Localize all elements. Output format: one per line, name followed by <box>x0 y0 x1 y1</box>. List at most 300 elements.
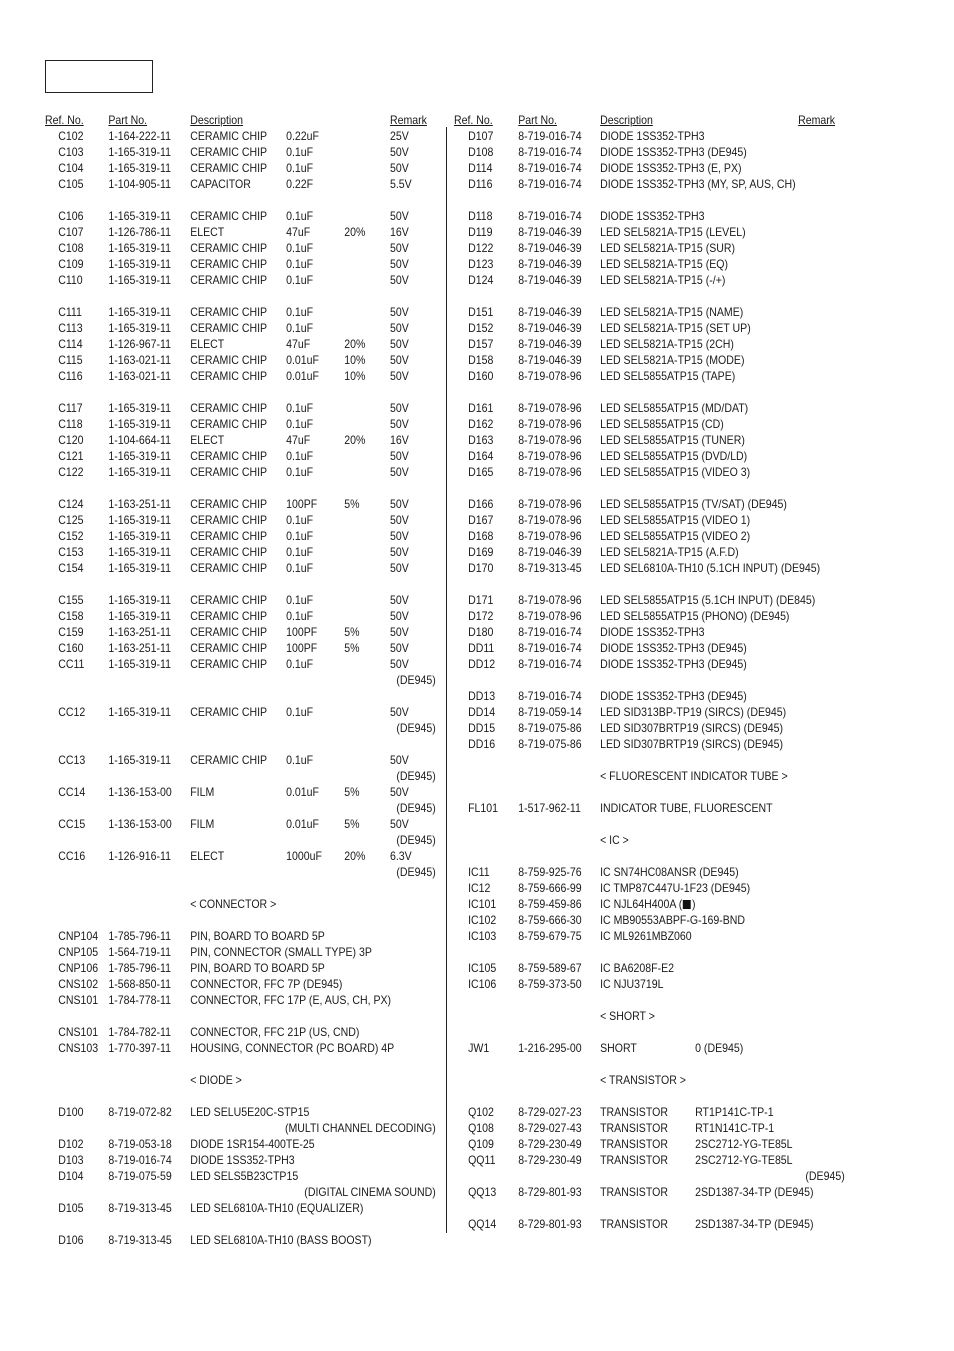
description <box>600 144 747 160</box>
continuation-row <box>45 1184 436 1200</box>
description <box>600 976 663 992</box>
part-no: 8-759-459-86 <box>518 897 582 911</box>
description <box>600 896 695 912</box>
ref-no-header: Ref. No. <box>45 113 84 127</box>
part-no: 8-719-016-74 <box>518 641 582 655</box>
continuation-row <box>45 672 436 688</box>
tolerance: 20% <box>344 225 366 239</box>
description-text: CONNECTOR, FFC 7P (DE945) <box>190 977 343 991</box>
description <box>190 128 267 144</box>
blank-row <box>454 1024 806 1040</box>
ref-no: DD12 <box>468 657 496 671</box>
description <box>600 320 751 336</box>
part-no: 1-165-319-11 <box>108 273 171 287</box>
blank-row <box>454 1056 806 1072</box>
description-text: ELECT <box>190 849 225 863</box>
continuation-row <box>45 864 436 880</box>
section-heading: < FLUORESCENT INDICATOR TUBE > <box>600 769 788 783</box>
value: 0.1uF <box>286 241 314 255</box>
value: 0.1uF <box>286 417 314 431</box>
continuation-row <box>454 1168 845 1184</box>
part-no: 1-165-319-11 <box>108 561 171 575</box>
ref-no: D169 <box>468 545 494 559</box>
value: 0.1uF <box>286 257 314 271</box>
part-no: 8-719-075-59 <box>108 1169 172 1183</box>
ref-no: CC13 <box>58 753 86 767</box>
description-text: DIODE 1SR154-400TE-25 <box>190 1137 315 1151</box>
parts-row <box>45 624 409 640</box>
description <box>600 416 724 432</box>
description-text: CERAMIC CHIP <box>190 609 268 623</box>
remark: 50V <box>389 609 409 623</box>
description <box>190 400 267 416</box>
blank-row <box>454 992 806 1008</box>
part-no: 8-719-016-74 <box>518 657 582 671</box>
ref-no: C155 <box>58 593 84 607</box>
description <box>600 528 750 544</box>
value: 0.1uF <box>286 321 314 335</box>
description-text: LED SELU5E20C-STP15 <box>190 1105 310 1119</box>
description-text: LED SID307BRTP19 (SIRCS) (DE945) <box>600 721 783 735</box>
part-no-header: Part No. <box>518 113 557 127</box>
remark: 50V <box>389 657 409 671</box>
parts-row <box>45 1232 397 1248</box>
value: 0.1uF <box>286 449 314 463</box>
parts-row <box>454 416 806 432</box>
blank-row <box>45 288 397 304</box>
ref-no: C104 <box>58 161 84 175</box>
parts-row <box>454 640 806 656</box>
continuation-remark: (DE945) <box>396 801 436 815</box>
parts-row <box>45 528 409 544</box>
part-no: 1-165-319-11 <box>108 241 171 255</box>
description <box>190 432 224 448</box>
description <box>190 784 214 800</box>
part-no: 1-165-319-11 <box>108 145 171 159</box>
value: 2SD1387-34-TP (DE945) <box>695 1217 814 1231</box>
ref-no: C158 <box>58 609 84 623</box>
value: 0.01uF <box>286 353 319 367</box>
description <box>190 608 267 624</box>
remark: 50V <box>389 145 409 159</box>
ref-no: CNP105 <box>58 945 99 959</box>
parts-row <box>454 160 806 176</box>
description-text: TRANSISTOR <box>600 1105 668 1119</box>
value: 0.01uF <box>286 785 319 799</box>
part-no: 1-216-295-00 <box>518 1041 582 1055</box>
part-no: 1-165-319-11 <box>108 609 171 623</box>
ref-no: CC14 <box>58 785 86 799</box>
ref-no: C107 <box>58 225 84 239</box>
section-heading-row <box>454 1072 806 1088</box>
ref-no: D107 <box>468 129 494 143</box>
description-text: LED SEL5855ATP15 (CD) <box>600 417 724 431</box>
description-text: CERAMIC CHIP <box>190 465 268 479</box>
ref-no: D164 <box>468 449 494 463</box>
part-no: 1-165-319-11 <box>108 545 171 559</box>
description-text: DIODE 1SS352-TPH3 (DE945) <box>600 641 747 655</box>
ref-no: C115 <box>58 353 83 367</box>
ref-no: C105 <box>58 177 84 191</box>
description-text: CERAMIC CHIP <box>190 145 268 159</box>
description-text: HOUSING, CONNECTOR (PC BOARD) 4P <box>190 1041 395 1055</box>
description <box>190 1200 363 1216</box>
value: 0.1uF <box>286 401 314 415</box>
blank-row <box>45 912 397 928</box>
remark: 50V <box>389 321 409 335</box>
description <box>190 944 372 960</box>
description <box>600 336 734 352</box>
value: 0 (DE945) <box>695 1041 744 1055</box>
tolerance: 5% <box>344 625 360 639</box>
description-text: DIODE 1SS352-TPH3 (DE945) <box>600 657 747 671</box>
part-no: 8-729-027-23 <box>518 1105 582 1119</box>
parts-row <box>45 944 397 960</box>
value: 100PF <box>286 641 318 655</box>
description-text: IC TMP87C447U-1F23 (DE945) <box>600 881 751 895</box>
parts-row <box>454 1040 806 1056</box>
description-text: TRANSISTOR <box>600 1121 668 1135</box>
description-text: INDICATOR TUBE, FLUORESCENT <box>600 801 773 815</box>
description <box>190 640 267 656</box>
value: 0.1uF <box>286 545 314 559</box>
part-no: 1-136-153-00 <box>108 785 172 799</box>
description <box>190 1104 309 1120</box>
ref-no: C106 <box>58 209 84 223</box>
description-text: LED SID307BRTP19 (SIRCS) (DE945) <box>600 737 783 751</box>
section-heading: < DIODE > <box>190 1073 242 1087</box>
remark: 50V <box>389 161 409 175</box>
description <box>190 1024 359 1040</box>
description <box>190 240 267 256</box>
continuation-remark: (DE945) <box>396 865 436 879</box>
description-text: LED SEL5821A-TP15 (A.F.D) <box>600 545 739 559</box>
blank-row <box>454 192 806 208</box>
description-text: CERAMIC CHIP <box>190 129 268 143</box>
ref-no: D166 <box>468 497 494 511</box>
value: 0.22uF <box>286 129 319 143</box>
remark: 50V <box>389 641 409 655</box>
description-text: TRANSISTOR <box>600 1217 668 1231</box>
description-text: LED SEL5855ATP15 (TV/SAT) (DE945) <box>600 497 787 511</box>
ref-no: D119 <box>468 225 493 239</box>
description-text: LED SEL5855ATP15 (VIDEO 1) <box>600 513 751 527</box>
description <box>190 256 267 272</box>
description <box>190 1168 298 1184</box>
ref-no: D172 <box>468 609 494 623</box>
remark: 50V <box>389 545 409 559</box>
parts-row <box>45 224 409 240</box>
ref-no: DD14 <box>468 705 496 719</box>
parts-row <box>45 144 409 160</box>
description <box>190 1152 294 1168</box>
part-no: 8-719-075-86 <box>518 737 582 751</box>
ref-no: C122 <box>58 465 84 479</box>
ref-no: D102 <box>58 1137 84 1151</box>
description-text: CERAMIC CHIP <box>190 545 268 559</box>
part-no: 1-104-905-11 <box>108 177 171 191</box>
part-no: 8-719-046-39 <box>518 273 582 287</box>
parts-row <box>45 960 397 976</box>
part-no: 8-719-078-96 <box>518 401 582 415</box>
description-text: DIODE 1SS352-TPH3 <box>190 1153 295 1167</box>
description-text: LED SEL5855ATP15 (VIDEO 2) <box>600 529 751 543</box>
part-no: 8-719-078-96 <box>518 609 582 623</box>
description-text: CERAMIC CHIP <box>190 753 268 767</box>
parts-row <box>454 624 806 640</box>
blank-row <box>454 944 806 960</box>
part-no: 8-719-046-39 <box>518 257 582 271</box>
value: 0.1uF <box>286 513 314 527</box>
description-text: FILM <box>190 785 215 799</box>
value: RT1P141C-TP-1 <box>695 1105 774 1119</box>
part-no: 8-719-046-39 <box>518 545 582 559</box>
parts-row <box>454 1136 806 1152</box>
part-no: 8-719-313-45 <box>518 561 582 575</box>
ref-no: IC103 <box>468 929 497 943</box>
description-text: LED SEL5855ATP15 (TUNER) <box>600 433 745 447</box>
parts-row <box>45 608 409 624</box>
right-parts-list <box>454 128 854 1232</box>
part-no: 1-784-778-11 <box>108 993 171 1007</box>
value: 0.1uF <box>286 705 314 719</box>
part-no: 8-729-027-43 <box>518 1121 582 1135</box>
ref-no: D106 <box>58 1233 84 1247</box>
description-text: LED SEL5855ATP15 (DVD/LD) <box>600 449 748 463</box>
description-text: CERAMIC CHIP <box>190 353 268 367</box>
value: 0.01uF <box>286 817 319 831</box>
part-no: 8-719-046-39 <box>518 305 582 319</box>
part-no: 1-165-319-11 <box>108 209 171 223</box>
description-text: CERAMIC CHIP <box>190 625 268 639</box>
part-no: 8-759-666-99 <box>518 881 582 895</box>
parts-row <box>454 688 806 704</box>
ref-no: C120 <box>58 433 84 447</box>
parts-row <box>454 448 806 464</box>
description <box>600 1184 668 1200</box>
parts-row <box>45 1168 397 1184</box>
parts-row <box>454 608 806 624</box>
parts-row <box>454 864 806 880</box>
parts-row <box>454 928 806 944</box>
remark: 50V <box>389 705 409 719</box>
parts-row <box>454 368 806 384</box>
ref-no: C114 <box>58 337 83 351</box>
ref-no: C118 <box>58 417 83 431</box>
part-no: 8-719-078-96 <box>518 449 582 463</box>
description-text: LED SEL5821A-TP15 (NAME) <box>600 305 744 319</box>
description <box>600 1136 668 1152</box>
remark: 5.5V <box>389 177 412 191</box>
parts-row <box>454 800 806 816</box>
description <box>190 224 224 240</box>
ref-no: D114 <box>468 161 493 175</box>
ref-no: C116 <box>58 369 83 383</box>
blank-row <box>45 880 397 896</box>
parts-row <box>45 368 409 384</box>
blank-row <box>45 192 397 208</box>
part-no: 8-719-313-45 <box>108 1201 172 1215</box>
description <box>600 960 674 976</box>
section-heading-row <box>45 1072 397 1088</box>
continuation-remark: (DE945) <box>396 673 436 687</box>
description <box>190 992 391 1008</box>
description-text: LED SELS5B23CTP15 <box>190 1169 299 1183</box>
description-text: ELECT <box>190 225 225 239</box>
description <box>190 320 267 336</box>
part-no: 8-719-016-74 <box>108 1153 172 1167</box>
remark: 50V <box>389 369 409 383</box>
ref-no: D122 <box>468 241 494 255</box>
parts-row <box>454 256 806 272</box>
description-text: IC NJU3719L <box>600 977 664 991</box>
description <box>190 656 267 672</box>
parts-row <box>454 352 806 368</box>
description <box>190 928 325 944</box>
description-text: CERAMIC CHIP <box>190 705 268 719</box>
parts-row <box>45 1024 397 1040</box>
description <box>600 176 796 192</box>
description-text: LED SEL5821A-TP15 (EQ) <box>600 257 729 271</box>
part-no: 8-759-679-75 <box>518 929 582 943</box>
value: 0.1uF <box>286 273 314 287</box>
description-text: CERAMIC CHIP <box>190 449 268 463</box>
tolerance: 10% <box>344 369 366 383</box>
description-text: CERAMIC CHIP <box>190 161 268 175</box>
part-no: 8-719-016-74 <box>518 145 582 159</box>
description <box>600 592 815 608</box>
part-no: 1-163-021-11 <box>108 369 171 383</box>
part-no: 1-165-319-11 <box>108 305 171 319</box>
description-text: IC ML9261MBZ060 <box>600 929 692 943</box>
description-text: LED SEL5855ATP15 (5.1CH INPUT) (DE845) <box>600 593 816 607</box>
description <box>190 816 214 832</box>
part-no: 1-165-319-11 <box>108 705 171 719</box>
value: 0.1uF <box>286 161 314 175</box>
description <box>190 848 224 864</box>
ref-no: C121 <box>58 449 84 463</box>
parts-row <box>45 512 409 528</box>
description-text: LED SEL5821A-TP15 (-/+) <box>600 273 726 287</box>
description-text: CERAMIC CHIP <box>190 417 268 431</box>
continuation-remark: (DIGITAL CINEMA SOUND) <box>304 1185 436 1199</box>
parts-row <box>45 400 409 416</box>
description-text: PIN, CONNECTOR (SMALL TYPE) 3P <box>190 945 372 959</box>
description-text: LED SEL5821A-TP15 (2CH) <box>600 337 734 351</box>
continuation-remark: (DE945) <box>396 833 436 847</box>
remark: 50V <box>389 625 409 639</box>
parts-row <box>454 240 806 256</box>
parts-row <box>45 432 409 448</box>
part-no: 1-785-796-11 <box>108 961 171 975</box>
description-text: PIN, BOARD TO BOARD 5P <box>190 961 325 975</box>
description-text: LED SEL5821A-TP15 (SUR) <box>600 241 736 255</box>
parts-row <box>454 208 806 224</box>
description <box>600 512 750 528</box>
ref-no: C103 <box>58 145 84 159</box>
parts-row <box>454 704 806 720</box>
parts-row <box>454 560 821 576</box>
description <box>600 352 744 368</box>
description <box>600 656 747 672</box>
part-no: 1-165-319-11 <box>108 593 171 607</box>
description-text: FILM <box>190 817 215 831</box>
description-text: LED SEL5821A-TP15 (MODE) <box>600 353 745 367</box>
description <box>190 976 342 992</box>
description-text: SHORT <box>600 1041 637 1055</box>
part-no: 8-719-053-18 <box>108 1137 172 1151</box>
parts-row <box>454 736 806 752</box>
ref-no: IC105 <box>468 961 497 975</box>
description-text: CERAMIC CHIP <box>190 257 268 271</box>
description <box>190 352 267 368</box>
part-no: 8-759-589-67 <box>518 961 582 975</box>
description-text: DIODE 1SS352-TPH3 <box>600 209 705 223</box>
description <box>190 512 267 528</box>
part-no: 1-785-796-11 <box>108 929 171 943</box>
ref-no: IC11 <box>468 865 490 879</box>
ref-no: D152 <box>468 321 494 335</box>
part-no: 1-104-664-11 <box>108 433 171 447</box>
parts-row <box>45 352 409 368</box>
description <box>600 880 750 896</box>
part-no: 8-719-072-82 <box>108 1105 172 1119</box>
parts-row <box>454 1104 806 1120</box>
parts-row <box>45 272 409 288</box>
parts-row <box>454 336 806 352</box>
parts-row <box>45 1040 397 1056</box>
part-no: 8-759-925-76 <box>518 865 582 879</box>
ref-no: C109 <box>58 257 84 271</box>
ref-no: QQ13 <box>468 1185 497 1199</box>
description <box>190 144 267 160</box>
parts-row <box>454 320 806 336</box>
remark: 50V <box>389 465 409 479</box>
part-no: 8-759-666-30 <box>518 913 582 927</box>
tolerance: 10% <box>344 353 366 367</box>
description <box>190 544 267 560</box>
parts-row <box>454 1216 814 1232</box>
marked-symbol <box>683 900 691 909</box>
description <box>190 304 267 320</box>
parts-row <box>454 1152 806 1168</box>
description-header: Description <box>190 113 244 127</box>
value: 0.1uF <box>286 657 314 671</box>
description <box>190 208 267 224</box>
description-text: LED SEL5855ATP15 (PHONO) (DE945) <box>600 609 790 623</box>
remark: 50V <box>389 257 409 271</box>
part-no: 1-165-319-11 <box>108 257 171 271</box>
ref-no: C102 <box>58 129 84 143</box>
parts-row <box>454 976 806 992</box>
description <box>190 1232 371 1248</box>
blank-row <box>454 752 806 768</box>
part-no: 8-719-078-96 <box>518 529 582 543</box>
part-no: 1-770-397-11 <box>108 1041 171 1055</box>
description-text: IC BA6208F-E2 <box>600 961 675 975</box>
description-text: LED SEL5855ATP15 (TAPE) <box>600 369 736 383</box>
part-no: 8-719-059-14 <box>518 705 582 719</box>
part-no: 1-163-251-11 <box>108 641 171 655</box>
ref-no: CNS103 <box>58 1041 99 1055</box>
remark: 50V <box>389 353 409 367</box>
right-header-row <box>454 112 836 128</box>
remark: 50V <box>389 337 409 351</box>
blank-row <box>454 384 806 400</box>
description <box>190 336 224 352</box>
description-text: DIODE 1SS352-TPH3 (MY, SP, AUS, CH) <box>600 177 796 191</box>
value: 0.1uF <box>286 609 314 623</box>
